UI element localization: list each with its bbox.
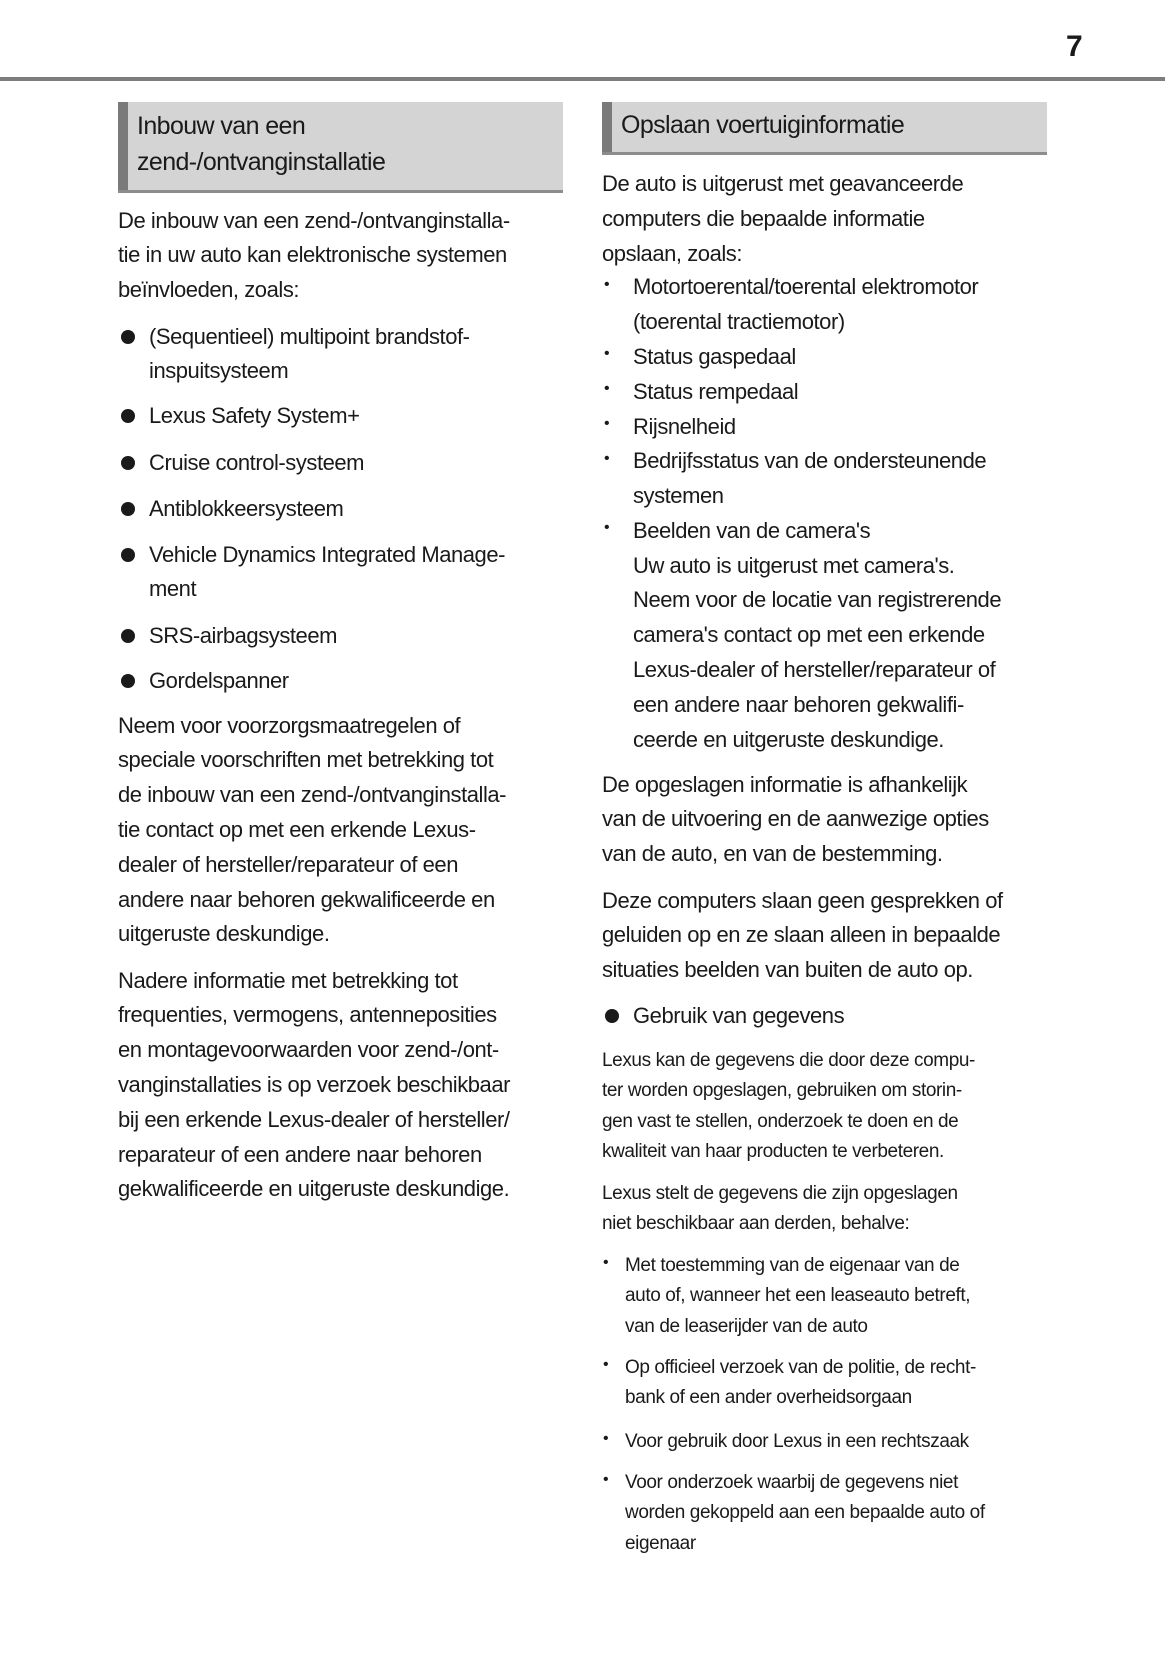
bullet-icon: • — [604, 345, 610, 363]
list-item — [633, 514, 1001, 758]
text-line: tie contact op met een erkende Lexus- — [118, 816, 476, 842]
text-line: bank of een ander overheidsorgaan — [625, 1387, 912, 1409]
paragraph — [602, 884, 1003, 988]
text-line: bij een erkende Lexus-dealer of hersteller/ — [118, 1106, 510, 1132]
list-item — [633, 410, 736, 445]
list-item — [633, 340, 796, 375]
bullet-icon: • — [604, 449, 610, 467]
text-line: worden gekoppeld aan een bepaalde auto of — [625, 1502, 985, 1524]
paragraph — [118, 964, 510, 1208]
text-line: en montagevoorwaarden voor zend-/ont- — [118, 1037, 499, 1063]
small-paragraph — [602, 1046, 975, 1168]
heading-accent-bar — [602, 102, 612, 152]
bullet-icon: • — [604, 380, 610, 398]
text-line: Beelden van de camera's — [633, 517, 871, 543]
text-line: (Sequentieel) multipoint brandstof- — [149, 323, 470, 349]
text-line: Status rempedaal — [633, 378, 799, 404]
text-line: een andere naar behoren gekwalifi- — [633, 691, 964, 717]
text-line: tie in uw auto kan elektronische systemen — [118, 242, 507, 268]
bullet-icon — [121, 674, 135, 688]
small-paragraph — [602, 1179, 958, 1240]
bullet-icon: • — [603, 1254, 609, 1271]
text-line: Gordelspanner — [149, 667, 289, 693]
heading-line: Inbouw van een — [137, 112, 306, 140]
text-line: Met toestemming van de eigenaar van de — [625, 1254, 960, 1276]
text-line: van de auto, en van de bestemming. — [602, 841, 943, 867]
text-line: uitgeruste deskundige. — [118, 921, 330, 947]
bullet-icon — [121, 502, 135, 516]
list-item — [633, 375, 798, 410]
text-line: Lexus kan de gegevens die door deze compu- — [602, 1049, 975, 1071]
text-line: opslaan, zoals: — [602, 240, 743, 266]
bullet-icon — [121, 629, 135, 643]
text-line: De auto is uitgerust met geavanceerde — [602, 171, 964, 197]
bullet-icon — [121, 548, 135, 562]
header-rule — [0, 77, 1165, 81]
bullet-icon — [121, 409, 135, 423]
text-line: inspuitsysteem — [149, 358, 289, 384]
text-line: dealer of hersteller/reparateur of een — [118, 851, 459, 877]
text-line: Rijsnelheid — [633, 413, 736, 439]
text-line: Antiblokkeersysteem — [149, 495, 344, 521]
section-heading-right — [602, 102, 1047, 155]
text-line: auto of, wanneer het een leaseauto betreft, — [625, 1285, 971, 1307]
text-line: vanginstallaties is op verzoek beschikbaar — [118, 1071, 510, 1097]
bullet-item — [149, 619, 337, 654]
text-line: gen vast te stellen, onderzoek te doen en de — [602, 1110, 959, 1132]
text-line: andere naar behoren gekwalificeerde en — [118, 886, 495, 912]
text-line: De opgeslagen informatie is afhankelijk — [602, 771, 968, 797]
bullet-icon: • — [604, 519, 610, 537]
text-line: Op officieel verzoek van de politie, de recht- — [625, 1356, 976, 1378]
text-line: van de uitvoering en de aanwezige opties — [602, 806, 989, 832]
text-line: (toerental tractiemotor) — [633, 309, 845, 335]
text-line: Lexus-dealer of hersteller/reparateur of — [633, 657, 996, 683]
text-line: de inbouw van een zend-/ontvanginstalla- — [118, 782, 507, 808]
text-line: frequenties, vermogens, antenneposities — [118, 1002, 497, 1028]
heading-line: zend-/ontvanginstallatie — [137, 148, 386, 176]
text-line: SRS-airbagsysteem — [149, 622, 337, 648]
text-line: Bedrijfsstatus van de ondersteunende — [633, 448, 987, 474]
list-item — [633, 270, 978, 340]
text-line: Neem voor voorzorgsmaatregelen of — [118, 712, 461, 738]
text-line: beïnvloeden, zoals: — [118, 277, 300, 303]
bullet-icon — [605, 1009, 619, 1023]
small-list-item — [625, 1468, 985, 1560]
small-list-item — [625, 1353, 976, 1414]
text-line: ceerde en uitgeruste deskundige. — [633, 726, 944, 752]
text-line: camera's contact op met een erkende — [633, 622, 985, 648]
bullet-item — [149, 538, 505, 608]
bullet-icon: • — [604, 275, 610, 293]
text-line: Nadere informatie met betrekking tot — [118, 967, 458, 993]
small-list-item — [625, 1251, 970, 1343]
bullet-item — [149, 320, 470, 390]
heading-line: Opslaan voertuiginformatie — [621, 111, 905, 139]
text-line: ter worden opgeslagen, gebruiken om storin- — [602, 1080, 962, 1102]
text-line: Motortoerental/toerental elektromotor — [633, 274, 979, 300]
text-line: De inbouw van een zend-/ontvanginstalla- — [118, 207, 510, 233]
bullet-icon — [121, 456, 135, 470]
bullet-item — [149, 399, 360, 434]
section-heading-left — [118, 102, 563, 193]
text-line: Voor onderzoek waarbij de gegevens niet — [625, 1471, 958, 1493]
heading-accent-bar — [118, 102, 128, 190]
paragraph — [602, 768, 989, 872]
bullet-icon: • — [603, 1471, 609, 1488]
text-line: Neem voor de locatie van registrerende — [633, 587, 1002, 613]
intro-paragraph — [118, 204, 510, 308]
text-line: Uw auto is uitgerust met camera's. — [633, 552, 955, 578]
paragraph — [118, 709, 506, 953]
bullet-icon — [121, 330, 135, 344]
bullet-icon: • — [603, 1430, 609, 1447]
text-line: speciale voorschriften met betrekking tot — [118, 747, 494, 773]
list-item — [633, 444, 986, 514]
text-line: Voor gebruik door Lexus in een rechtszaak — [625, 1430, 969, 1452]
text-line: reparateur of een andere naar behoren — [118, 1141, 482, 1167]
text-line: van de leaserijder van de auto — [625, 1315, 868, 1337]
text-line: ment — [149, 576, 197, 602]
page-number: 7 — [1066, 30, 1083, 63]
bullet-item — [149, 664, 289, 699]
bullet-item — [149, 446, 364, 481]
text-line: geluiden op en ze slaan alleen in bepaalde — [602, 922, 1001, 948]
text-line: Lexus Safety System+ — [149, 402, 360, 428]
text-line: Deze computers slaan geen gesprekken of — [602, 887, 1003, 913]
text-line: systemen — [633, 483, 724, 509]
text-line: Vehicle Dynamics Integrated Manage- — [149, 541, 506, 567]
bullet-icon: • — [604, 414, 610, 432]
intro-paragraph — [602, 167, 963, 271]
text-line: kwaliteit van haar producten te verbeteren. — [602, 1141, 944, 1163]
bullet-item — [149, 492, 343, 527]
text-line: Cruise control-systeem — [149, 449, 365, 475]
text-line: gekwalificeerde en uitgeruste deskundige. — [118, 1176, 510, 1202]
subheading: Gebruik van gegevens — [633, 1002, 845, 1028]
small-list-item — [625, 1427, 969, 1458]
text-line: Status gaspedaal — [633, 343, 796, 369]
text-line: eigenaar — [625, 1532, 696, 1554]
text-line: computers die bepaalde informatie — [602, 205, 925, 231]
text-line: situaties beelden van buiten de auto op. — [602, 957, 973, 983]
bullet-icon: • — [603, 1356, 609, 1373]
text-line: Lexus stelt de gegevens die zijn opgeslagen — [602, 1182, 958, 1204]
text-line: niet beschikbaar aan derden, behalve: — [602, 1213, 910, 1235]
